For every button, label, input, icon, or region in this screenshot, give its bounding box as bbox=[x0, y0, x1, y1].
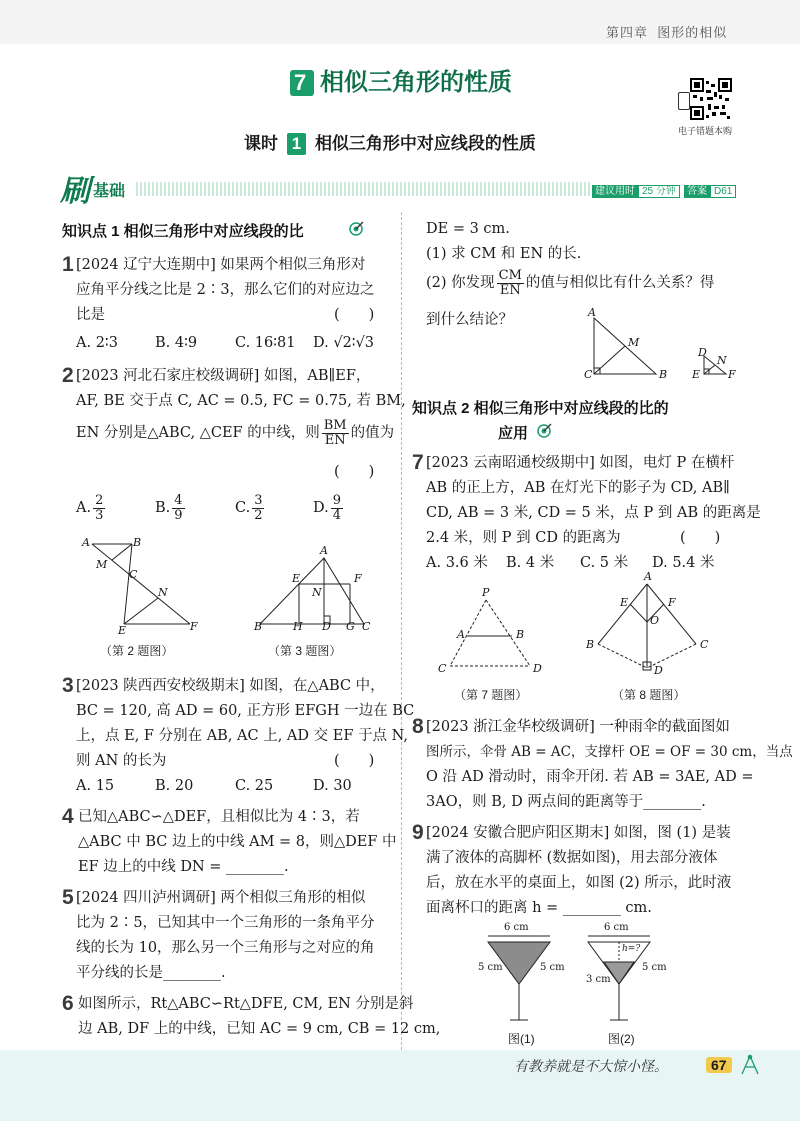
q9-number: 9 bbox=[412, 821, 424, 844]
q7-number: 7 bbox=[412, 451, 424, 474]
q9-line2: 满了液体的高脚杯 (数据如图)，用去部分液体 bbox=[426, 850, 718, 866]
qr-code[interactable] bbox=[690, 78, 732, 120]
figure-9-1-caption: 图(1) bbox=[508, 1032, 535, 1046]
q3-line2: BC = 120, 高 AD = 60, 正方形 EFGH 一边在 BC bbox=[76, 703, 415, 719]
knowledge-point-1: 知识点 1 相似三角形中对应线段的比 bbox=[62, 223, 304, 240]
q3-option-b: B. 20 bbox=[155, 778, 194, 794]
brush-char: 刷 bbox=[60, 174, 90, 209]
q2-fraction: $\frac{BM}{EN}$ bbox=[323, 417, 347, 448]
compass-icon bbox=[738, 1054, 762, 1080]
figure-9-2-caption: 图(2) bbox=[608, 1032, 635, 1046]
q5-line4: 平分线的长是________. bbox=[76, 965, 226, 981]
q6-cont-line1: DE = 3 cm. bbox=[426, 221, 510, 237]
q4-line2: △ABC 中 BC 边上的中线 AM = 8，则△DEF 中 bbox=[78, 834, 397, 850]
figure-7-caption: （第 7 题图） bbox=[454, 688, 528, 702]
level-label: 基础 bbox=[93, 183, 126, 200]
q1-number: 1 bbox=[62, 253, 74, 276]
q4-line3: EF 边上的中线 DN = ________. bbox=[78, 859, 289, 875]
knowledge-point-2-line2: 应用 bbox=[498, 425, 529, 442]
q2-line3: EN 分别是△ABC, △CEF 的中线，则 $\frac{BM}{EN}$ 的值为 bbox=[76, 417, 395, 448]
section-title: 相似三角形的性质 bbox=[320, 69, 512, 96]
q6-fraction: $\frac{CM}{EN}$ bbox=[498, 267, 522, 298]
q1-line1: [2024 辽宁大连期中] 如果两个相似三角形对 bbox=[76, 257, 366, 273]
q6-line1: 如图所示，Rt△ABC∽Rt△DFE, CM, EN 分别是斜 bbox=[78, 996, 414, 1012]
q1-option-c: C. 16∶81 bbox=[235, 335, 296, 351]
figure-6: A M C B D N E F bbox=[584, 306, 736, 381]
figure-8-caption: （第 8 题图） bbox=[612, 688, 686, 702]
q6-cont-line4: 到什么结论？ bbox=[426, 312, 513, 328]
q2-option-d: D. $\frac{9}{4}$ bbox=[313, 492, 341, 523]
q3-number: 3 bbox=[62, 674, 74, 697]
q9-line3: 后，放在水平的桌面上，如图 (2) 所示，此时液 bbox=[426, 875, 732, 891]
q5-number: 5 bbox=[62, 886, 74, 909]
q1-line2: 应角平分线之比是 2∶3，那么它们的对应边之 bbox=[76, 282, 375, 298]
q1-option-a: A. 2∶3 bbox=[76, 335, 118, 351]
q2-answer-paren[interactable]: ( ) bbox=[334, 464, 375, 480]
q8-number: 8 bbox=[412, 715, 424, 738]
q3-option-d: D. 30 bbox=[313, 778, 352, 794]
q3-option-a: A. 15 bbox=[76, 778, 115, 794]
q9-line4: 面离杯口的距离 h = ________ cm. bbox=[426, 900, 652, 916]
q7-answer-paren[interactable]: ( ) bbox=[680, 530, 721, 546]
figure-3: A E F N B H D G C bbox=[254, 544, 371, 633]
q5-line3: 线的长为 10，那么另一个三角形与之对应的角 bbox=[76, 940, 375, 956]
q3-option-c: C. 25 bbox=[235, 778, 274, 794]
q6-line2: 边 AB, DF 上的中线，已知 AC = 9 cm, CB = 12 cm, bbox=[78, 1021, 441, 1037]
q1-option-d: D. √2∶√3 bbox=[313, 335, 375, 351]
target-icon bbox=[536, 423, 552, 443]
q7-option-b: B. 4 米 bbox=[506, 555, 555, 571]
q5-line1: [2024 四川泸州调研] 两个相似三角形的相似 bbox=[76, 890, 366, 906]
q9-line1: [2024 安徽合肥庐阳区期末] 如图，图 (1) 是装 bbox=[426, 825, 731, 841]
q8-line2: 图所示，伞骨 AB = AC，支撑杆 OE = OF = 30 cm，当点 bbox=[426, 744, 793, 760]
q2-option-b: B. $\frac{4}{9}$ bbox=[155, 492, 183, 523]
section-number: 7 bbox=[294, 70, 307, 95]
footer-slogan: 有教养就是不大惊小怪。 bbox=[514, 1059, 668, 1075]
q1-answer-paren[interactable]: ( ) bbox=[334, 307, 375, 323]
q3-line3: 上，点 E, F 分别在 AB, AC 上, AD 交 EF 于点 N, bbox=[76, 728, 408, 744]
q3-line1: [2023 陕西西安校级期末] 如图，在△ABC 中， bbox=[76, 678, 385, 694]
time-badge: 建议用时 25 分钟 bbox=[592, 184, 680, 199]
chapter-label: 第四章 图形的相似 bbox=[606, 25, 728, 40]
lesson-number-badge: 1 bbox=[287, 133, 306, 155]
q1-option-b: B. 4∶9 bbox=[155, 335, 198, 351]
q7-line1: [2023 云南昭通校级期中] 如图，电灯 P 在横杆 bbox=[426, 455, 735, 471]
figure-8: A E F O B C D bbox=[586, 570, 709, 677]
figure-2: A B M C N E F bbox=[82, 536, 198, 637]
q5-line2: 比为 2∶5，已知其中一个三角形的一条角平分 bbox=[76, 915, 375, 931]
page-number: 67 bbox=[706, 1057, 732, 1073]
q2-line2: AF, BE 交于点 C, AC = 0.5, FC = 0.75, 若 BM, bbox=[76, 393, 406, 409]
q8-line4: 3AO，则 B, D 两点间的距离等于________. bbox=[426, 794, 706, 810]
figure-7: P A B C D bbox=[438, 586, 542, 675]
phone-icon bbox=[678, 92, 690, 110]
q7-line2: AB 的正上方，AB 在灯光下的影子为 CD, AB∥ bbox=[426, 480, 730, 496]
q2-line1: [2023 河北石家庄校级调研] 如图，AB∥EF， bbox=[76, 368, 371, 384]
answer-badge[interactable]: 答案 D61 bbox=[684, 184, 736, 199]
q6-cont-line3: (2) 你发现 $\frac{CM}{EN}$ 的值与相似比有什么关系？得 bbox=[426, 267, 715, 298]
q1-line3: 比是 bbox=[76, 307, 105, 323]
q6-number: 6 bbox=[62, 992, 74, 1015]
lesson-title: 课时 1 相似三角形中对应线段的性质 bbox=[244, 134, 536, 153]
q4-number: 4 bbox=[62, 805, 74, 828]
q3-line4: 则 AN 的长为 bbox=[76, 753, 167, 769]
figure-2-caption: （第 2 题图） bbox=[100, 644, 174, 658]
q8-line3: O 沿 AD 滑动时，雨伞开闭. 若 AB = 3AE, AD = bbox=[426, 769, 754, 785]
q7-line3: CD, AB = 3 米, CD = 5 米，点 P 到 AB 的距离是 bbox=[426, 505, 761, 521]
q4-line1: 已知△ABC∽△DEF，且相似比为 4∶3，若 bbox=[78, 809, 360, 825]
q6-cont-line2: (1) 求 CM 和 EN 的长. bbox=[426, 246, 582, 262]
figure-3-caption: （第 3 题图） bbox=[268, 644, 342, 658]
q7-option-d: D. 5.4 米 bbox=[652, 555, 715, 571]
q8-line1: [2023 浙江金华校级调研] 一种雨伞的截面图如 bbox=[426, 719, 730, 735]
q7-option-c: C. 5 米 bbox=[580, 555, 629, 571]
figure-9: 6 cm 5 cm 5 cm 6 cm h=? 3 cm 5 cm bbox=[478, 922, 667, 985]
page-footer bbox=[0, 1050, 800, 1121]
q2-number: 2 bbox=[62, 364, 74, 387]
qr-label: 电子错题本购 bbox=[678, 126, 733, 136]
q2-option-c: C. $\frac{3}{2}$ bbox=[235, 492, 263, 523]
q7-option-a: A. 3.6 米 bbox=[426, 555, 488, 571]
knowledge-point-2-line1: 知识点 2 相似三角形中对应线段的比的 bbox=[412, 400, 669, 417]
target-icon bbox=[348, 221, 364, 241]
column-divider bbox=[401, 212, 402, 1050]
q3-answer-paren[interactable]: ( ) bbox=[334, 753, 375, 769]
q2-option-a: A. $\frac{2}{3}$ bbox=[76, 492, 104, 523]
q7-line4: 2.4 米，则 P 到 CD 的距离为 bbox=[426, 530, 621, 546]
